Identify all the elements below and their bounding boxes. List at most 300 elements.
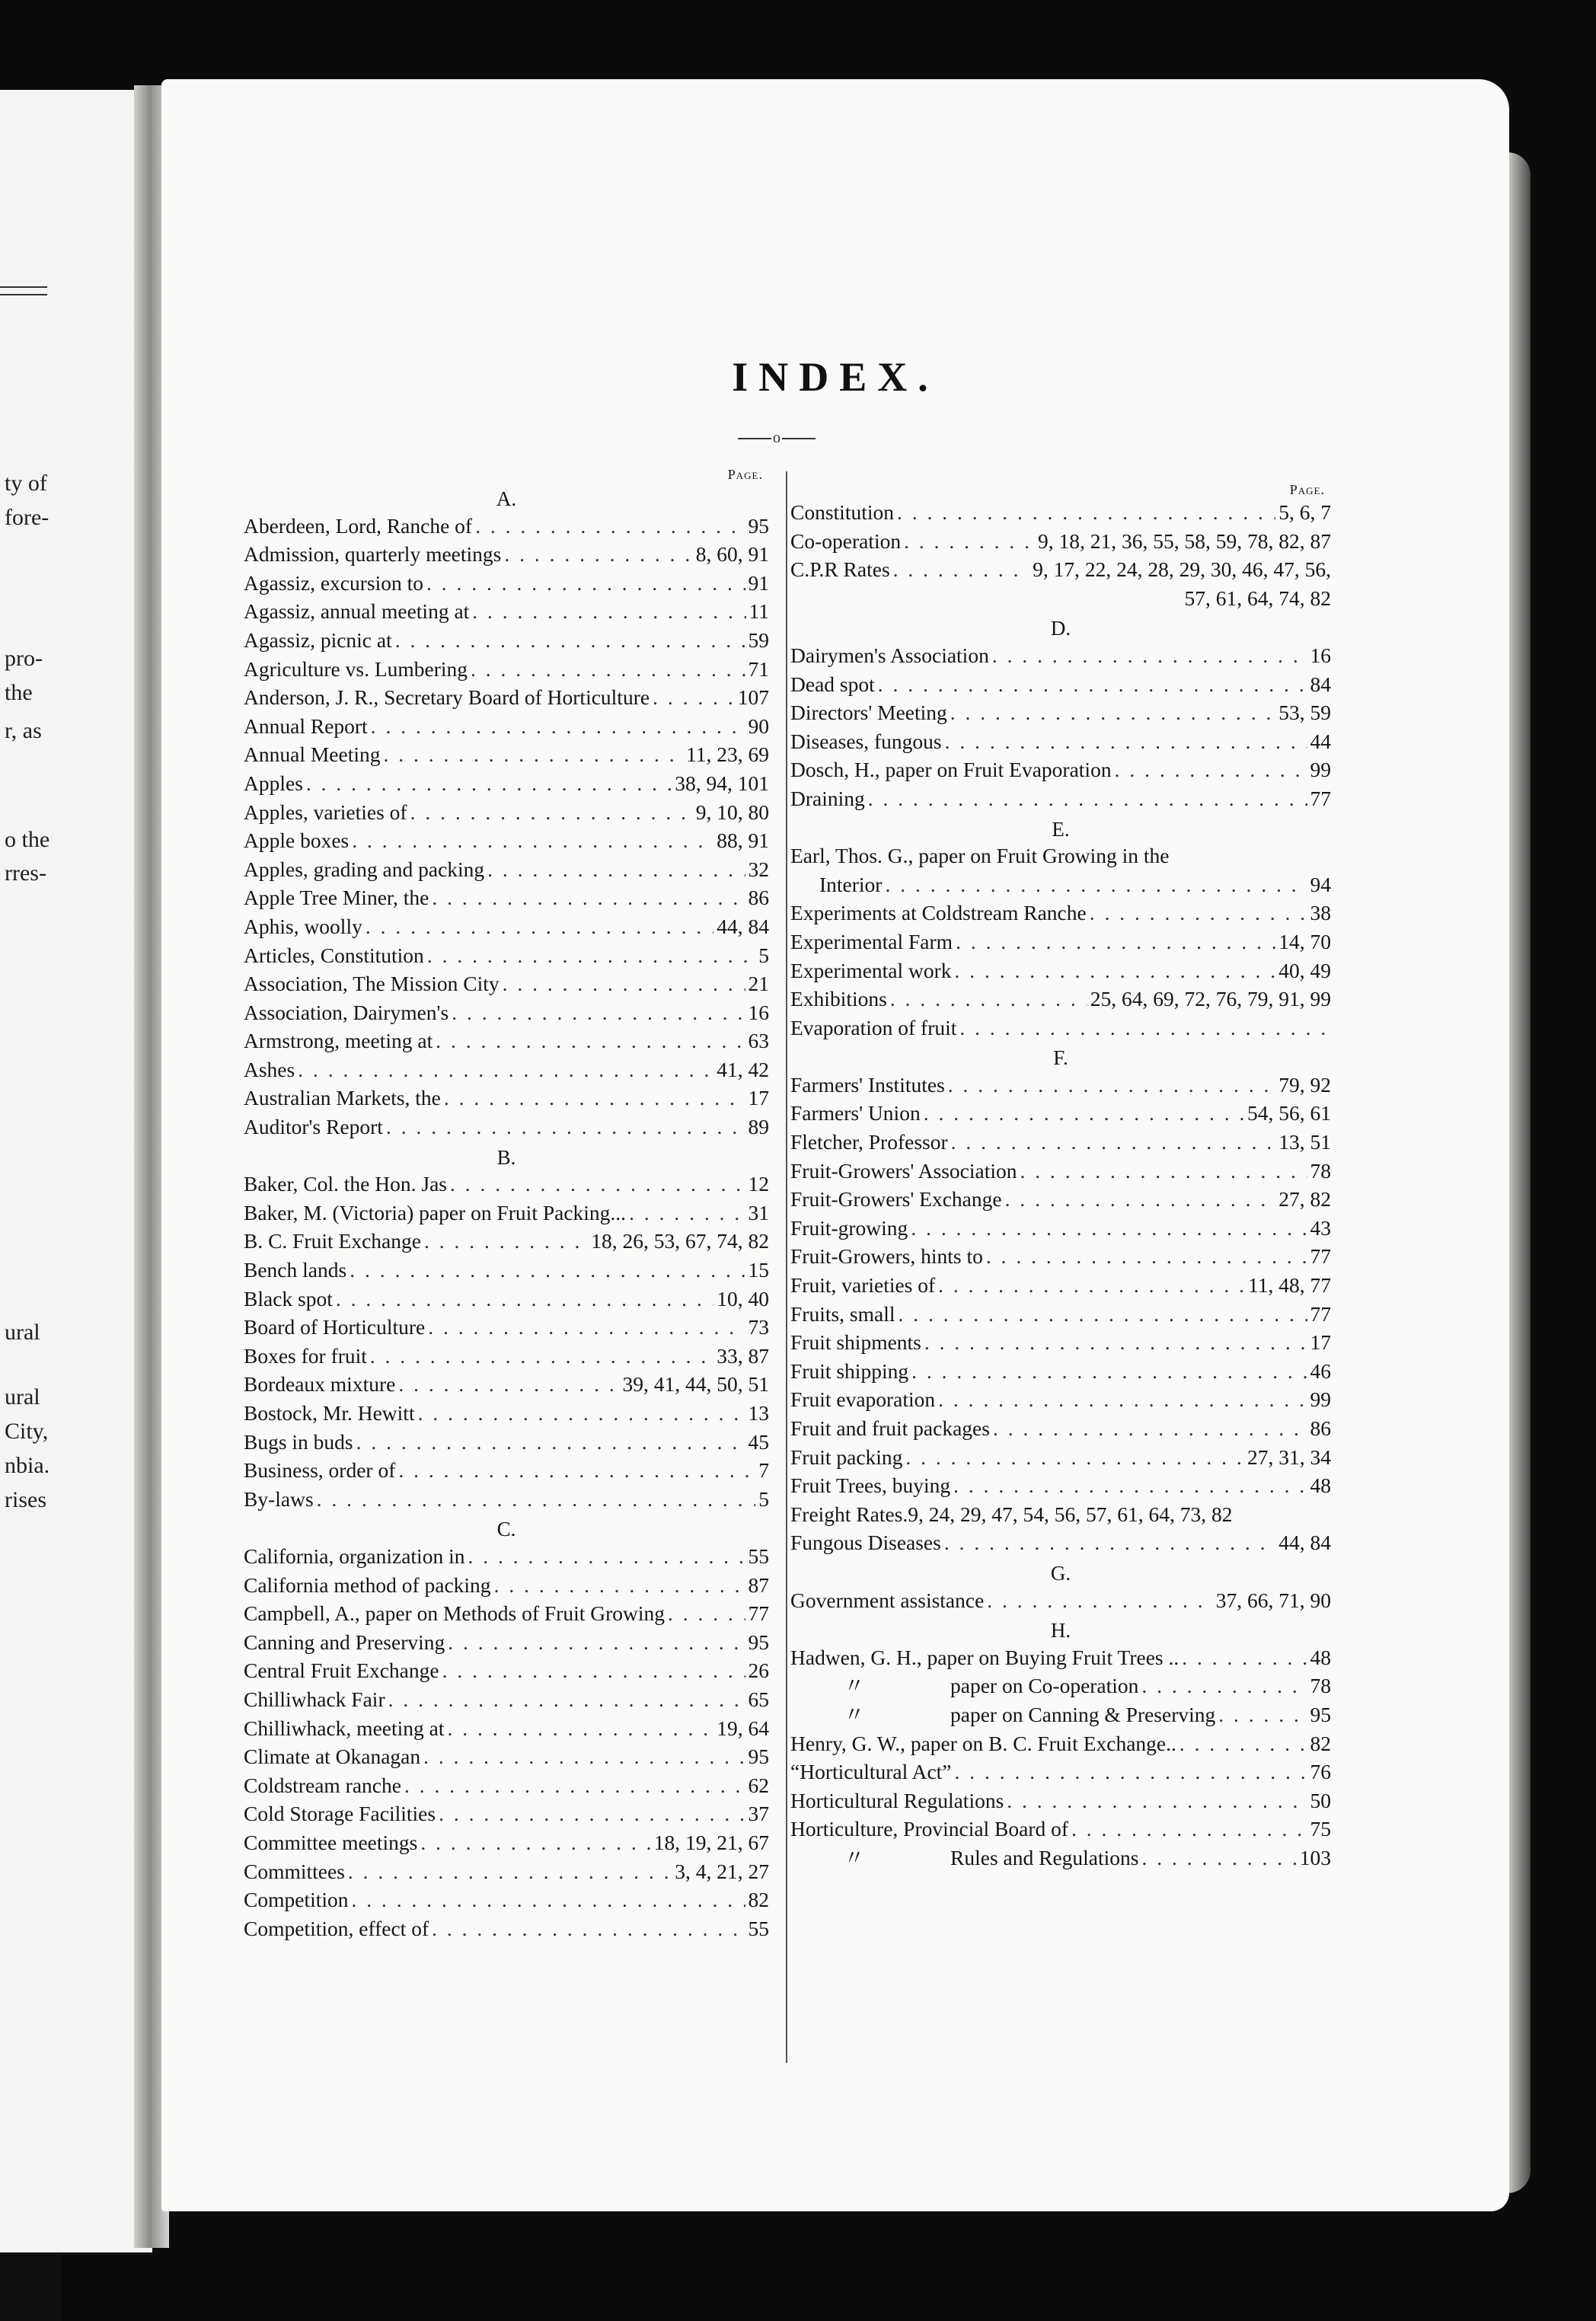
page-column-header: Page. [1289, 482, 1325, 497]
dot-leader [503, 969, 745, 998]
dot-leader [432, 883, 745, 912]
index-entry [244, 883, 769, 912]
page-numbers: 9, 10, 80 [695, 800, 769, 824]
dot-leader [348, 1857, 672, 1886]
dot-leader [1141, 1671, 1307, 1700]
dot-leader [1071, 1815, 1307, 1844]
page-numbers: 15 [748, 1258, 769, 1282]
page-numbers: 59 [748, 627, 769, 652]
dot-leader [955, 1758, 1307, 1786]
page-numbers: 86 [748, 886, 769, 910]
entry-label: Fruit-Growers' Exchange [790, 1187, 1002, 1212]
dot-leader [444, 1084, 745, 1113]
page-numbers: 43 [1310, 1215, 1331, 1240]
dot-leader [924, 1099, 1244, 1128]
fragment-text: ty of [5, 471, 47, 496]
section-letter: H. [1050, 1619, 1071, 1643]
dot-leader [950, 698, 1275, 727]
entry-label: California method of packing [244, 1572, 491, 1597]
entry-label: Earl, Thos. G., paper on Fruit Growing in the [790, 844, 1170, 868]
dot-leader [911, 1214, 1307, 1243]
index-entry [244, 1799, 769, 1828]
entry-label: Agriculture vs. Lumbering [244, 656, 468, 681]
index-entry [244, 1113, 769, 1141]
index-entry [790, 956, 1331, 985]
dot-leader [356, 1428, 745, 1457]
page-numbers: 25, 64, 69, 72, 76, 79, 91, 99 [1090, 987, 1331, 1011]
dot-leader [987, 1586, 1212, 1615]
entry-label: Apples [244, 771, 303, 795]
index-entry [244, 1742, 769, 1771]
entry-label: Apples, varieties of [244, 800, 407, 824]
page-numbers: 107 [737, 685, 769, 710]
index-entry [790, 641, 1331, 670]
entry-label: Experimental Farm [790, 929, 953, 953]
index-entry [790, 1528, 1331, 1557]
entry-label: Committees [244, 1859, 345, 1883]
page-numbers: 99 [1310, 1387, 1331, 1412]
dot-leader [1179, 1729, 1307, 1758]
page-numbers: 82 [748, 1888, 769, 1912]
title-ornament: o [729, 429, 825, 447]
page-numbers: 18, 19, 21, 67 [653, 1830, 769, 1854]
index-entry [244, 1026, 769, 1055]
dot-leader [938, 1385, 1307, 1414]
entry-label: Fruits, small [790, 1301, 895, 1326]
index-entry [244, 1342, 769, 1371]
entry-label: Aphis, woolly [244, 914, 362, 938]
index-entry [244, 826, 769, 855]
entry-label: Admission, quarterly meetings [244, 542, 502, 567]
page-numbers: 14, 70 [1278, 929, 1331, 953]
index-entry [244, 1628, 769, 1657]
entry-label: Annual Meeting [244, 742, 381, 767]
entry-label: Association, The Mission City [244, 972, 500, 996]
entry-label: Fruit Trees, buying [790, 1473, 951, 1498]
index-entry [244, 626, 769, 655]
index-entry [790, 1242, 1331, 1271]
entry-label: Boxes for fruit [244, 1343, 367, 1368]
entry-label: Baker, M. (Victoria) paper on Fruit Packing... [244, 1200, 627, 1224]
entry-label: Experiments at Coldstream Ranche [790, 901, 1087, 925]
entry-label: Association, Dairymen's [244, 1000, 449, 1024]
fragment-text: the [5, 680, 33, 705]
dot-leader [350, 1256, 745, 1285]
page-title: INDEX. [732, 354, 939, 400]
index-entry [790, 1214, 1331, 1243]
index-entry [790, 1471, 1331, 1500]
index-entry [244, 1055, 769, 1084]
index-entry [790, 1815, 1331, 1844]
entry-label: Climate at Okanagan [244, 1745, 421, 1769]
dot-leader [395, 626, 745, 655]
dot-leader [418, 1399, 745, 1428]
page-numbers: 21 [748, 972, 769, 996]
page-numbers: 9, 18, 21, 36, 55, 58, 59, 78, 82, 87 [1038, 528, 1331, 553]
index-entry [244, 798, 769, 827]
entry-label: Experimental work [790, 958, 952, 982]
entry-label: C.P.R Rates [790, 557, 890, 582]
index-entry [244, 597, 769, 626]
index-entry [790, 1271, 1331, 1300]
index-entry [790, 498, 1331, 527]
page-numbers: 45 [748, 1429, 769, 1454]
dot-leader [945, 727, 1307, 756]
dot-leader [1218, 1700, 1307, 1729]
index-entry [244, 1199, 769, 1228]
entry-label: Diseases, fungous [790, 729, 942, 753]
page-numbers: 77 [1310, 1244, 1331, 1269]
index-entry [790, 899, 1331, 927]
page-numbers: 77 [1310, 1301, 1331, 1326]
page-numbers: 53, 59 [1278, 701, 1331, 725]
fragment-text: rises [5, 1487, 46, 1512]
dot-leader [352, 1885, 745, 1914]
index-entry [244, 655, 769, 684]
entry-label: Bench lands [244, 1258, 347, 1282]
dot-leader [386, 1113, 745, 1141]
dot-leader [668, 1599, 745, 1628]
dot-leader [306, 769, 672, 798]
index-entry [790, 1844, 1331, 1872]
index-entry [790, 670, 1331, 699]
section-letter: E. [1052, 817, 1070, 841]
entry-label: Board of Horticulture [244, 1315, 426, 1339]
fragment-text: fore- [5, 505, 49, 530]
index-entry [244, 1456, 769, 1485]
dot-leader [432, 1914, 745, 1943]
entry-label: Articles, Constitution [244, 943, 424, 967]
page-numbers: 55 [748, 1916, 769, 1940]
entry-label: Fruit evaporation [790, 1387, 936, 1412]
dot-leader [911, 1357, 1307, 1386]
page-numbers: 55 [748, 1544, 769, 1568]
index-entry [244, 712, 769, 741]
dot-leader [447, 1714, 713, 1743]
dot-leader [472, 597, 745, 626]
fragment-text: pro- [5, 646, 43, 671]
ditto-mark: 〃 [844, 1702, 865, 1726]
dot-leader [1007, 1786, 1307, 1815]
page-numbers: 33, 87 [717, 1343, 769, 1368]
page-numbers: 73 [748, 1315, 769, 1339]
dot-leader [426, 569, 745, 598]
entry-label [790, 1671, 1138, 1700]
section-letter: G. [1050, 1561, 1071, 1585]
entry-label: Anderson, J. R., Secretary Board of Horticulture [244, 685, 650, 710]
page-numbers: 77 [748, 1601, 769, 1626]
entry-label: Fruit-Growers, hints to [790, 1244, 983, 1269]
index-entry [790, 1758, 1331, 1786]
index-entry [244, 1428, 769, 1457]
dot-leader [450, 1170, 745, 1199]
entry-label: Ashes [244, 1057, 295, 1081]
entry-label: Armstrong, meeting at [244, 1029, 433, 1053]
dot-leader [944, 1528, 1275, 1557]
dot-leader [1182, 1643, 1307, 1672]
divider [0, 286, 47, 288]
entry-label [790, 1844, 1138, 1872]
entry-label: “Horticultural Act” [790, 1760, 952, 1784]
page-numbers: 7 [758, 1458, 769, 1483]
dot-leader [410, 798, 693, 827]
dot-leader [1005, 1185, 1276, 1214]
dot-leader [352, 826, 713, 855]
page-numbers: 87 [748, 1572, 769, 1597]
dot-leader [1090, 899, 1307, 927]
dot-leader [956, 927, 1275, 956]
entry-label: Horticulture, Provincial Board of [790, 1817, 1069, 1841]
page-numbers: 95 [1310, 1702, 1331, 1726]
dot-leader [629, 1199, 745, 1228]
dot-leader [420, 1828, 650, 1857]
dot-leader [336, 1285, 713, 1314]
index-page [161, 79, 1509, 2211]
dot-leader [487, 855, 745, 884]
dot-leader [423, 1742, 745, 1771]
dot-leader [383, 740, 683, 769]
index-entry [790, 755, 1331, 784]
page-numbers: 32 [748, 857, 769, 881]
entry-label: Annual Report [244, 714, 368, 738]
page-numbers: 91 [748, 570, 769, 595]
index-entry [790, 1185, 1331, 1214]
section-letter: B. [496, 1145, 516, 1169]
entry-label: Canning and Preserving [244, 1630, 445, 1654]
index-entry [244, 740, 769, 769]
index-entry [790, 1014, 1331, 1042]
index-entry [244, 912, 769, 941]
page-numbers: 95 [748, 1745, 769, 1769]
index-entry [790, 1786, 1331, 1815]
entry-label: Auditor's Report [244, 1115, 383, 1139]
entry-label: Draining [790, 786, 865, 810]
dot-leader [868, 784, 1307, 813]
entry-label: Directors' Meeting [790, 701, 947, 725]
page-numbers: 38 [1310, 901, 1331, 925]
page-numbers: 94 [1310, 872, 1331, 896]
index-entry [790, 985, 1331, 1014]
page-numbers: 26 [748, 1659, 769, 1683]
entry-label [790, 1700, 1215, 1729]
page-numbers: 13, 51 [1278, 1130, 1331, 1154]
entry-label: Dosch, H., paper on Fruit Evaporation [790, 758, 1112, 782]
entry-continuation: 57, 61, 64, 74, 82 [1184, 586, 1331, 610]
page-numbers: 19, 64 [717, 1716, 769, 1740]
dot-leader [897, 498, 1275, 527]
ditto-mark: 〃 [844, 1845, 865, 1869]
page-numbers: 27, 82 [1278, 1187, 1331, 1212]
entry-label: Agassiz, picnic at [244, 627, 392, 652]
entry-label: Coldstream ranche [244, 1773, 401, 1797]
index-entry [244, 998, 769, 1027]
index-column-left [244, 466, 769, 1943]
dot-leader [951, 1128, 1276, 1157]
dot-leader [365, 912, 713, 941]
entry-label: Fletcher, Professor [790, 1130, 948, 1154]
dot-leader [452, 998, 745, 1027]
page-numbers: 5, 6, 7 [1278, 500, 1331, 524]
page-numbers: 13 [748, 1401, 769, 1425]
index-entry [244, 1599, 769, 1628]
index-entry [244, 1285, 769, 1314]
index-entry [790, 527, 1331, 556]
page-numbers: 82 [1310, 1731, 1331, 1755]
entry-label: Chilliwhack Fair [244, 1687, 385, 1711]
index-entry [790, 1643, 1331, 1672]
entry-label: Co-operation [790, 528, 902, 553]
dot-leader [398, 1370, 619, 1399]
index-entry [244, 540, 769, 569]
dot-leader [298, 1055, 713, 1084]
index-entry [244, 1828, 769, 1857]
entry-label: Bugs in buds [244, 1429, 353, 1454]
dot-leader [404, 1771, 745, 1800]
index-entry [790, 1300, 1331, 1329]
dot-leader [475, 512, 745, 541]
index-entry [790, 1500, 1331, 1529]
entry-label: By-laws [244, 1486, 314, 1511]
entry-label: Apple boxes [244, 828, 350, 853]
dot-leader [427, 941, 755, 970]
dot-leader [424, 1227, 588, 1256]
page-numbers: 12 [748, 1172, 769, 1196]
dot-leader [1141, 1844, 1296, 1872]
index-entry [790, 1328, 1331, 1357]
index-entry [790, 1099, 1331, 1128]
entry-label: Fruit and fruit packages [790, 1416, 990, 1440]
index-entry [790, 1385, 1331, 1414]
dot-leader [448, 1628, 745, 1657]
dot-leader [948, 1071, 1275, 1100]
entry-label: Black spot [244, 1286, 333, 1311]
entry-label: Farmers' Union [790, 1101, 921, 1125]
index-entry [790, 1157, 1331, 1186]
entry-label: Competition [244, 1888, 349, 1912]
dot-leader [436, 1026, 745, 1055]
fragment-text: r, as [5, 718, 42, 743]
index-entry [244, 1485, 769, 1514]
entry-label: Agassiz, excursion to [244, 570, 423, 595]
page-numbers: 62 [748, 1773, 769, 1797]
index-entry [790, 1071, 1331, 1100]
entry-label: Bostock, Mr. Hewitt [244, 1401, 415, 1425]
index-entry [244, 769, 769, 798]
page-numbers: 41, 42 [717, 1057, 769, 1081]
page-numbers: 54, 56, 61 [1247, 1101, 1331, 1125]
entry-label: Fruit, varieties of [790, 1273, 936, 1298]
page-numbers: 17 [1310, 1330, 1331, 1355]
dot-leader [388, 1685, 745, 1714]
index-entry [790, 841, 1331, 870]
page-numbers: 10, 40 [717, 1286, 769, 1311]
index-entry [244, 569, 769, 598]
dot-leader [428, 1313, 745, 1342]
page-numbers: 90 [748, 714, 769, 738]
index-column-right [790, 481, 1331, 1872]
dot-leader [986, 1242, 1307, 1271]
page-numbers: 71 [748, 656, 769, 681]
page-numbers: 76 [1310, 1760, 1331, 1784]
fragment-text: ural [5, 1384, 40, 1410]
entry-text: Rules and Regulations [950, 1845, 1139, 1869]
entry-label: Baker, Col. the Hon. Jas [244, 1172, 447, 1196]
dot-leader [504, 540, 692, 569]
fragment-text: ural [5, 1320, 40, 1345]
ditto-mark: 〃 [844, 1674, 865, 1698]
index-entry [244, 1714, 769, 1743]
dot-leader [904, 527, 1035, 556]
entry-label: Fruit-Growers' Association [790, 1158, 1017, 1183]
dot-leader [953, 1471, 1307, 1500]
fragment-text: o the [5, 827, 50, 852]
entry-label: Agassiz, annual meeting at [244, 599, 470, 624]
dot-leader [905, 1443, 1244, 1472]
index-entry [790, 1128, 1331, 1157]
page-numbers: 65 [748, 1687, 769, 1711]
entry-label: Chilliwhack, meeting at [244, 1716, 445, 1740]
page-numbers: 31 [748, 1200, 769, 1224]
entry-label: Aberdeen, Lord, Ranche of [244, 513, 473, 538]
page-numbers: 78 [1310, 1674, 1331, 1698]
dot-leader [653, 683, 735, 712]
entry-label: Fruit shipments [790, 1330, 921, 1355]
index-entry [790, 698, 1331, 727]
dot-leader [899, 1300, 1307, 1329]
index-entry [244, 1084, 769, 1113]
entry-label: Dairymen's Association [790, 643, 989, 667]
entry-label: Horticultural Regulations [790, 1788, 1004, 1812]
fragment-text: nbia. [5, 1453, 50, 1478]
entry-label: Henry, G. W., paper on B. C. Fruit Exchange.. [790, 1731, 1176, 1755]
page-numbers: 11, 48, 77 [1248, 1273, 1331, 1298]
entry-text: paper on Canning & Preserving [950, 1702, 1216, 1726]
dot-leader [468, 1542, 745, 1571]
index-entry [244, 1571, 769, 1600]
index-entry [244, 1370, 769, 1399]
dot-leader [924, 1328, 1307, 1357]
index-entry [244, 969, 769, 998]
page-numbers: 11, 23, 69 [686, 742, 769, 767]
entry-label: Exhibitions [790, 987, 887, 1011]
dot-leader [317, 1485, 756, 1514]
entry-label: Apple Tree Miner, the [244, 886, 429, 910]
index-entry [244, 1771, 769, 1800]
dot-leader [494, 1571, 745, 1600]
dot-leader [955, 956, 1276, 985]
page-numbers: 16 [748, 1000, 769, 1024]
entry-label: Fruit packing [790, 1445, 903, 1469]
page-numbers: 40, 49 [1278, 958, 1331, 982]
fragment-text: rres- [5, 860, 46, 886]
dot-leader [993, 1414, 1307, 1443]
scan-edge [0, 2254, 61, 2321]
dot-leader [471, 655, 745, 684]
section-letter: D. [1050, 617, 1071, 640]
page-column-header: Page. [727, 467, 763, 482]
dot-leader [370, 1342, 713, 1371]
page-numbers: 63 [748, 1029, 769, 1053]
page-numbers: 17 [748, 1086, 769, 1110]
entry-label: California, organization in [244, 1544, 465, 1568]
column-divider [786, 471, 787, 2063]
index-entry [244, 683, 769, 712]
page-numbers: 9, 17, 22, 24, 28, 29, 30, 46, 47, 56, [1033, 557, 1331, 582]
left-page-fragment [0, 90, 152, 2252]
page-numbers: 27, 31, 34 [1247, 1445, 1331, 1469]
divider [0, 294, 47, 295]
index-entry [790, 555, 1331, 584]
